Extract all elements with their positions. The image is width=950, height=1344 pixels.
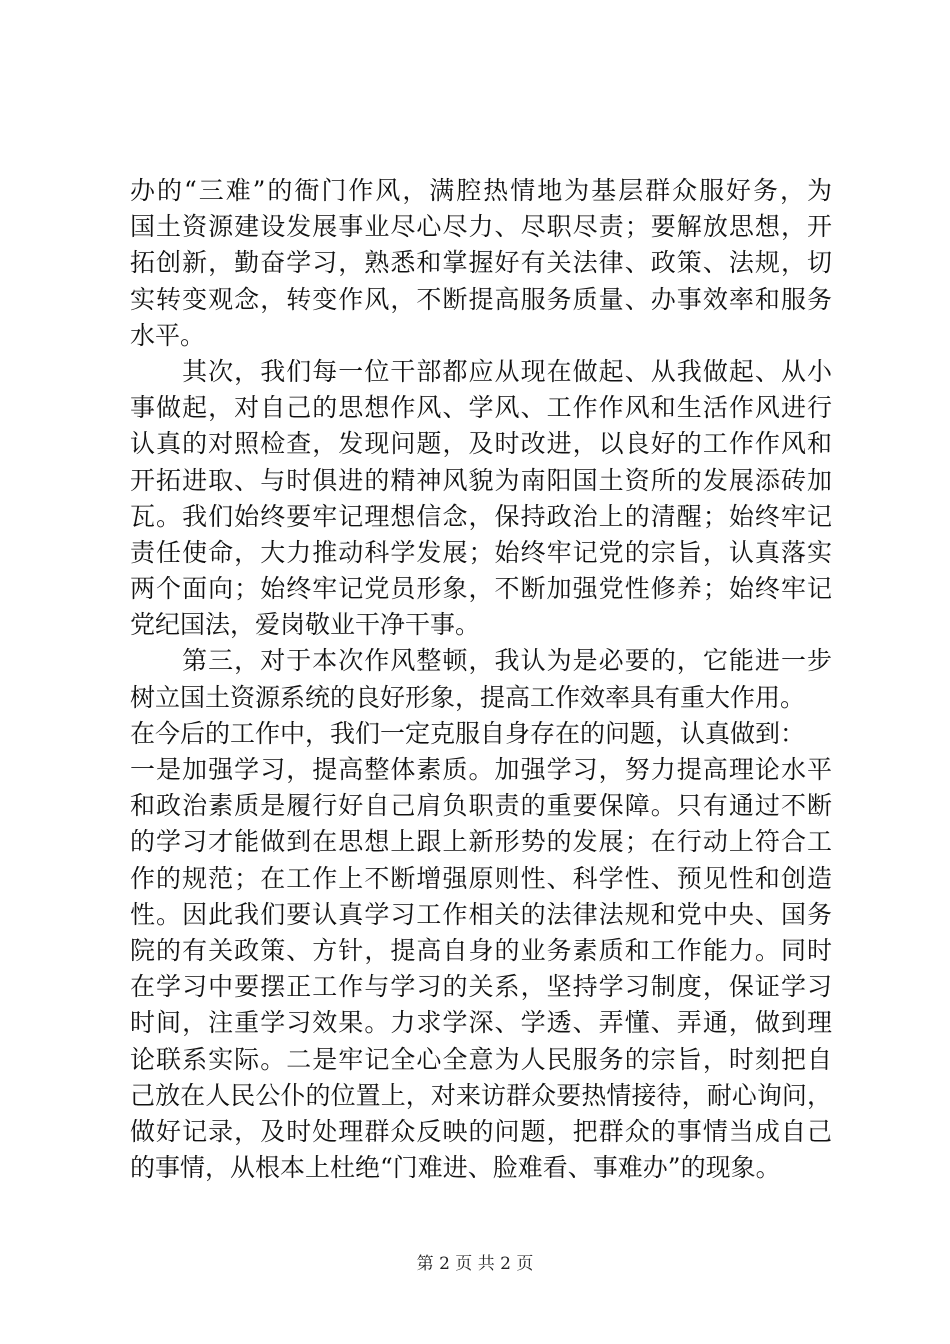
- text-line: 两个面向；始终牢记党员形象，不断加强党性修养；始终牢记: [130, 574, 832, 604]
- text-line: 水平。: [130, 320, 206, 350]
- text-line: 国土资源建设发展事业尽心尽力、尽职尽责；要解放思想，开: [130, 212, 832, 242]
- text-line: 作的规范；在工作上不断增强原则性、科学性、预见性和创造: [130, 863, 832, 893]
- text-line: 其次，我们每一位干部都应从现在做起、从我做起、从小: [130, 356, 832, 386]
- text-line: 论联系实际。二是牢记全心全意为人民服务的宗旨，时刻把自: [130, 1044, 832, 1074]
- text-line: 责任使命，大力推动科学发展；始终牢记党的宗旨，认真落实: [130, 537, 832, 567]
- text-line: 办的“三难”的衙门作风，满腔热情地为基层群众服好务，为: [130, 176, 832, 205]
- text-line: 己放在人民公仆的位置上，对来访群众要热情接待，耐心询问，: [130, 1080, 832, 1110]
- text-line: 在学习中要摆正工作与学习的关系，坚持学习制度，保证学习: [130, 972, 832, 1002]
- text-line: 第三，对于本次作风整顿，我认为是必要的，它能进一步: [130, 646, 832, 676]
- document-body: [130, 173, 832, 1186]
- text-line: 认真的对照检查，发现问题，及时改进，以良好的工作作风和: [130, 429, 832, 459]
- text-line: 做好记录，及时处理群众反映的问题，把群众的事情当成自己: [130, 1116, 832, 1146]
- text-line: 瓦。我们始终要牢记理想信念，保持政治上的清醒；始终牢记: [130, 501, 832, 531]
- text-line: 树立国土资源系统的良好形象，提高工作效率具有重大作用。: [130, 682, 806, 712]
- text-line: 性。因此我们要认真学习工作相关的法律法规和党中央、国务: [130, 899, 832, 929]
- page-number-footer: 第 2 页 共 2 页: [416, 1254, 534, 1274]
- text-line: 一是加强学习，提高整体素质。加强学习，努力提高理论水平: [130, 755, 832, 784]
- text-line: 的学习才能做到在思想上跟上新形势的发展；在行动上符合工: [130, 827, 832, 857]
- text-line: 党纪国法，爱岗敬业干净干事。: [130, 610, 481, 640]
- text-line: 拓创新，勤奋学习，熟悉和掌握好有关法律、政策、法规，切: [130, 248, 832, 278]
- text-line: 开拓进取、与时俱进的精神风貌为南阳国土资所的发展添砖加: [130, 465, 832, 495]
- text-line: 院的有关政策、方针，提高自身的业务素质和工作能力。同时: [130, 935, 832, 965]
- text-line: 实转变观念，转变作风，不断提高服务质量、办事效率和服务: [130, 284, 832, 314]
- text-line: 时间，注重学习效果。力求学深、学透、弄懂、弄通，做到理: [130, 1008, 832, 1038]
- text-line: 和政治素质是履行好自己肩负职责的重要保障。只有通过不断: [130, 791, 832, 821]
- text-line: 在今后的工作中，我们一定克服自身存在的问题，认真做到：: [130, 718, 806, 748]
- text-line: 事做起，对自己的思想作风、学风、工作作风和生活作风进行: [130, 393, 832, 423]
- text-line: 的事情，从根本上杜绝“门难进、脸难看、事难办”的现象。: [130, 1153, 781, 1183]
